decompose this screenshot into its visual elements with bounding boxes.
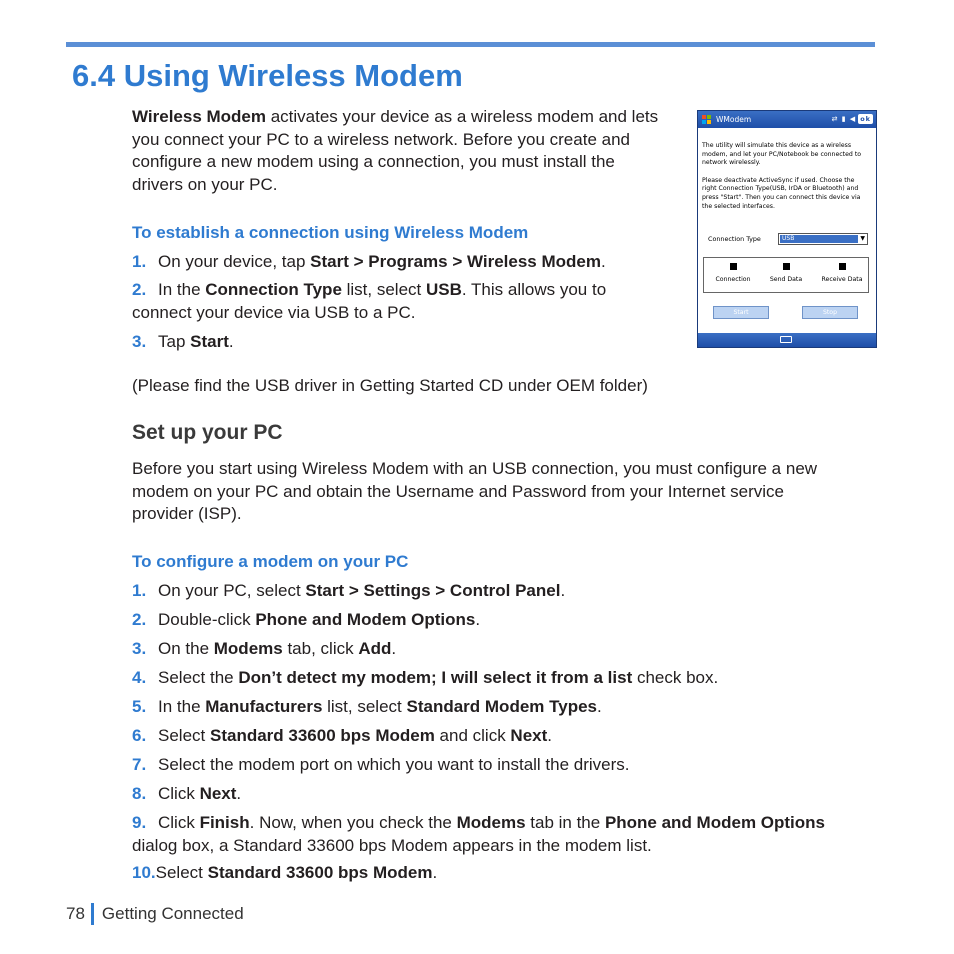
step-text: . Now, when you check the bbox=[249, 813, 457, 832]
indicator-square bbox=[730, 263, 737, 270]
configure-step bbox=[132, 696, 892, 719]
step-text: Tap bbox=[158, 332, 191, 351]
device-screenshot bbox=[697, 110, 877, 348]
step-strong: Don’t detect my modem; I will select it from a list bbox=[238, 668, 633, 687]
indicator-square bbox=[839, 263, 846, 270]
step-strong: Modems bbox=[213, 639, 283, 658]
step-number: 4. bbox=[132, 668, 147, 687]
configure-step bbox=[132, 754, 892, 777]
indicator-square bbox=[783, 263, 790, 270]
step-text: tab, click bbox=[282, 639, 359, 658]
step-number: 1. bbox=[132, 252, 147, 271]
intro-strong: Wireless Modem bbox=[132, 107, 266, 126]
connection-type-value: USB bbox=[780, 235, 858, 243]
step-text: . bbox=[236, 784, 242, 803]
stop-button[interactable]: Stop bbox=[802, 306, 858, 319]
step-strong: Next bbox=[199, 784, 237, 803]
connectivity-signal-volume-icon: ⇄ ▮ ◀ bbox=[831, 115, 857, 123]
step-strong: USB bbox=[426, 280, 462, 299]
step-text: . bbox=[600, 252, 606, 271]
step-text: list, select bbox=[322, 697, 407, 716]
step-number: 5. bbox=[132, 697, 147, 716]
step-text: Click bbox=[158, 784, 200, 803]
status-indicators bbox=[703, 257, 869, 293]
step-text: Click bbox=[158, 813, 200, 832]
step-text: . bbox=[432, 863, 438, 882]
page-footer bbox=[66, 903, 244, 925]
step-text: . bbox=[547, 726, 553, 745]
step-number: 1. bbox=[132, 581, 147, 600]
footer-divider bbox=[91, 903, 94, 925]
page-number: 78 bbox=[66, 904, 85, 923]
step-number: 10. bbox=[132, 863, 156, 882]
step-text: dialog box, a Standard 33600 bps Modem appears in the modem list. bbox=[132, 835, 652, 855]
device-paragraph-2: Please deactivate ActiveSync if used. Choose the right Connection Type(USB, IrDA or Bluetooth) and press "Start". Then you can connect this device via the selected interfaces. bbox=[702, 176, 861, 210]
chevron-down-icon: ▼ bbox=[860, 235, 865, 242]
device-description bbox=[702, 142, 870, 211]
intro-paragraph bbox=[132, 106, 662, 196]
configure-step bbox=[132, 725, 892, 748]
step-text: tab in the bbox=[525, 813, 605, 832]
establish-step bbox=[132, 331, 672, 354]
step-strong: Finish bbox=[199, 813, 250, 832]
step-strong: Add bbox=[358, 639, 392, 658]
indicator-label: Receive Data bbox=[821, 276, 863, 283]
setup-heading: Set up your PC bbox=[132, 421, 283, 444]
setup-paragraph: Before you start using Wireless Modem with an USB connection, you must configure a new modem on your PC and obtain the Username and Password from your Internet service provider (ISP). bbox=[132, 459, 818, 523]
step-text: . bbox=[597, 697, 602, 716]
step-text: list, select bbox=[341, 280, 426, 299]
step-number: 7. bbox=[132, 755, 147, 774]
indicator-receive-data bbox=[814, 263, 870, 283]
configure-step bbox=[132, 609, 892, 632]
step-strong: Next bbox=[510, 726, 548, 745]
step-text: check box. bbox=[632, 668, 719, 687]
device-title-bar bbox=[698, 111, 876, 128]
step-number: 9. bbox=[132, 813, 147, 832]
ok-button[interactable]: ok bbox=[860, 115, 871, 123]
step-text: . bbox=[391, 639, 397, 658]
step-strong: Standard 33600 bps Modem bbox=[209, 726, 435, 745]
step-text: . This allows you to connect your device via USB to a PC. bbox=[132, 280, 607, 322]
step-strong: Phone and Modem Options bbox=[604, 813, 825, 832]
step-strong: Connection Type bbox=[205, 280, 342, 299]
step-text: . bbox=[475, 610, 481, 629]
indicator-label: Connection bbox=[715, 276, 751, 283]
step-number: 3. bbox=[132, 639, 147, 658]
step-text: Select bbox=[155, 863, 208, 882]
footer-section: Getting Connected bbox=[101, 904, 244, 923]
connection-type-label: Connection Type bbox=[708, 235, 761, 243]
configure-step bbox=[132, 580, 892, 603]
step-strong: Start bbox=[190, 332, 229, 351]
step-number: 2. bbox=[132, 280, 147, 299]
device-status-icons bbox=[832, 111, 873, 128]
step-text: On your PC, select bbox=[158, 581, 306, 600]
configure-step bbox=[132, 667, 892, 690]
configure-step bbox=[132, 812, 832, 857]
step-text: Double-click bbox=[158, 610, 256, 629]
configure-step bbox=[132, 862, 892, 885]
step-strong: Start > Settings > Control Panel bbox=[305, 581, 561, 600]
step-text: Select the bbox=[158, 668, 239, 687]
indicator-send-data bbox=[758, 263, 814, 283]
device-app-title: WModem bbox=[716, 115, 752, 124]
step-text: . bbox=[560, 581, 566, 600]
device-bottom-bar bbox=[698, 333, 876, 347]
windows-logo-icon[interactable] bbox=[702, 115, 712, 124]
start-button[interactable]: Start bbox=[713, 306, 769, 319]
configure-heading: To configure a modem on your PC bbox=[132, 552, 409, 571]
step-text: Select the modem port on which you want to install the drivers. bbox=[158, 755, 630, 774]
step-text: Select bbox=[158, 726, 210, 745]
step-text: On the bbox=[158, 639, 214, 658]
configure-step bbox=[132, 638, 892, 661]
step-text: and click bbox=[434, 726, 511, 745]
step-number: 3. bbox=[132, 332, 147, 351]
configure-step bbox=[132, 783, 892, 806]
connection-type-select[interactable] bbox=[778, 233, 868, 245]
step-strong: Start > Programs > Wireless Modem bbox=[310, 252, 601, 271]
usb-driver-note: (Please find the USB driver in Getting Started CD under OEM folder) bbox=[132, 376, 648, 395]
device-paragraph-1: The utility will simulate this device as a wireless modem, and let your PC/Notebook be connected to network wirelessly. bbox=[702, 142, 862, 167]
indicator-connection bbox=[705, 263, 761, 283]
step-text: . bbox=[228, 332, 234, 351]
step-number: 6. bbox=[132, 726, 147, 745]
step-text: On your device, tap bbox=[158, 252, 311, 271]
indicator-label: Send Data bbox=[769, 276, 803, 283]
step-text: In the bbox=[158, 280, 206, 299]
chapter-title: 6.4 Using Wireless Modem bbox=[72, 58, 463, 93]
step-strong: Phone and Modem Options bbox=[255, 610, 476, 629]
intro-text: activates your device as a wireless modem and lets you connect your PC to a wireless network. Before you create and configure a new modem using a connection, you must install the drivers on your PC. bbox=[132, 107, 659, 194]
top-rule bbox=[66, 42, 875, 47]
step-number: 2. bbox=[132, 610, 147, 629]
step-strong: Manufacturers bbox=[205, 697, 323, 716]
step-text: In the bbox=[158, 697, 206, 716]
step-number: 8. bbox=[132, 784, 147, 803]
establish-heading: To establish a connection using Wireless Modem bbox=[132, 223, 529, 242]
step-strong: Standard Modem Types bbox=[406, 697, 597, 716]
establish-step bbox=[132, 279, 662, 324]
step-strong: Modems bbox=[456, 813, 526, 832]
establish-step bbox=[132, 251, 672, 274]
step-strong: Standard 33600 bps Modem bbox=[207, 863, 433, 882]
keyboard-icon[interactable] bbox=[780, 336, 792, 343]
